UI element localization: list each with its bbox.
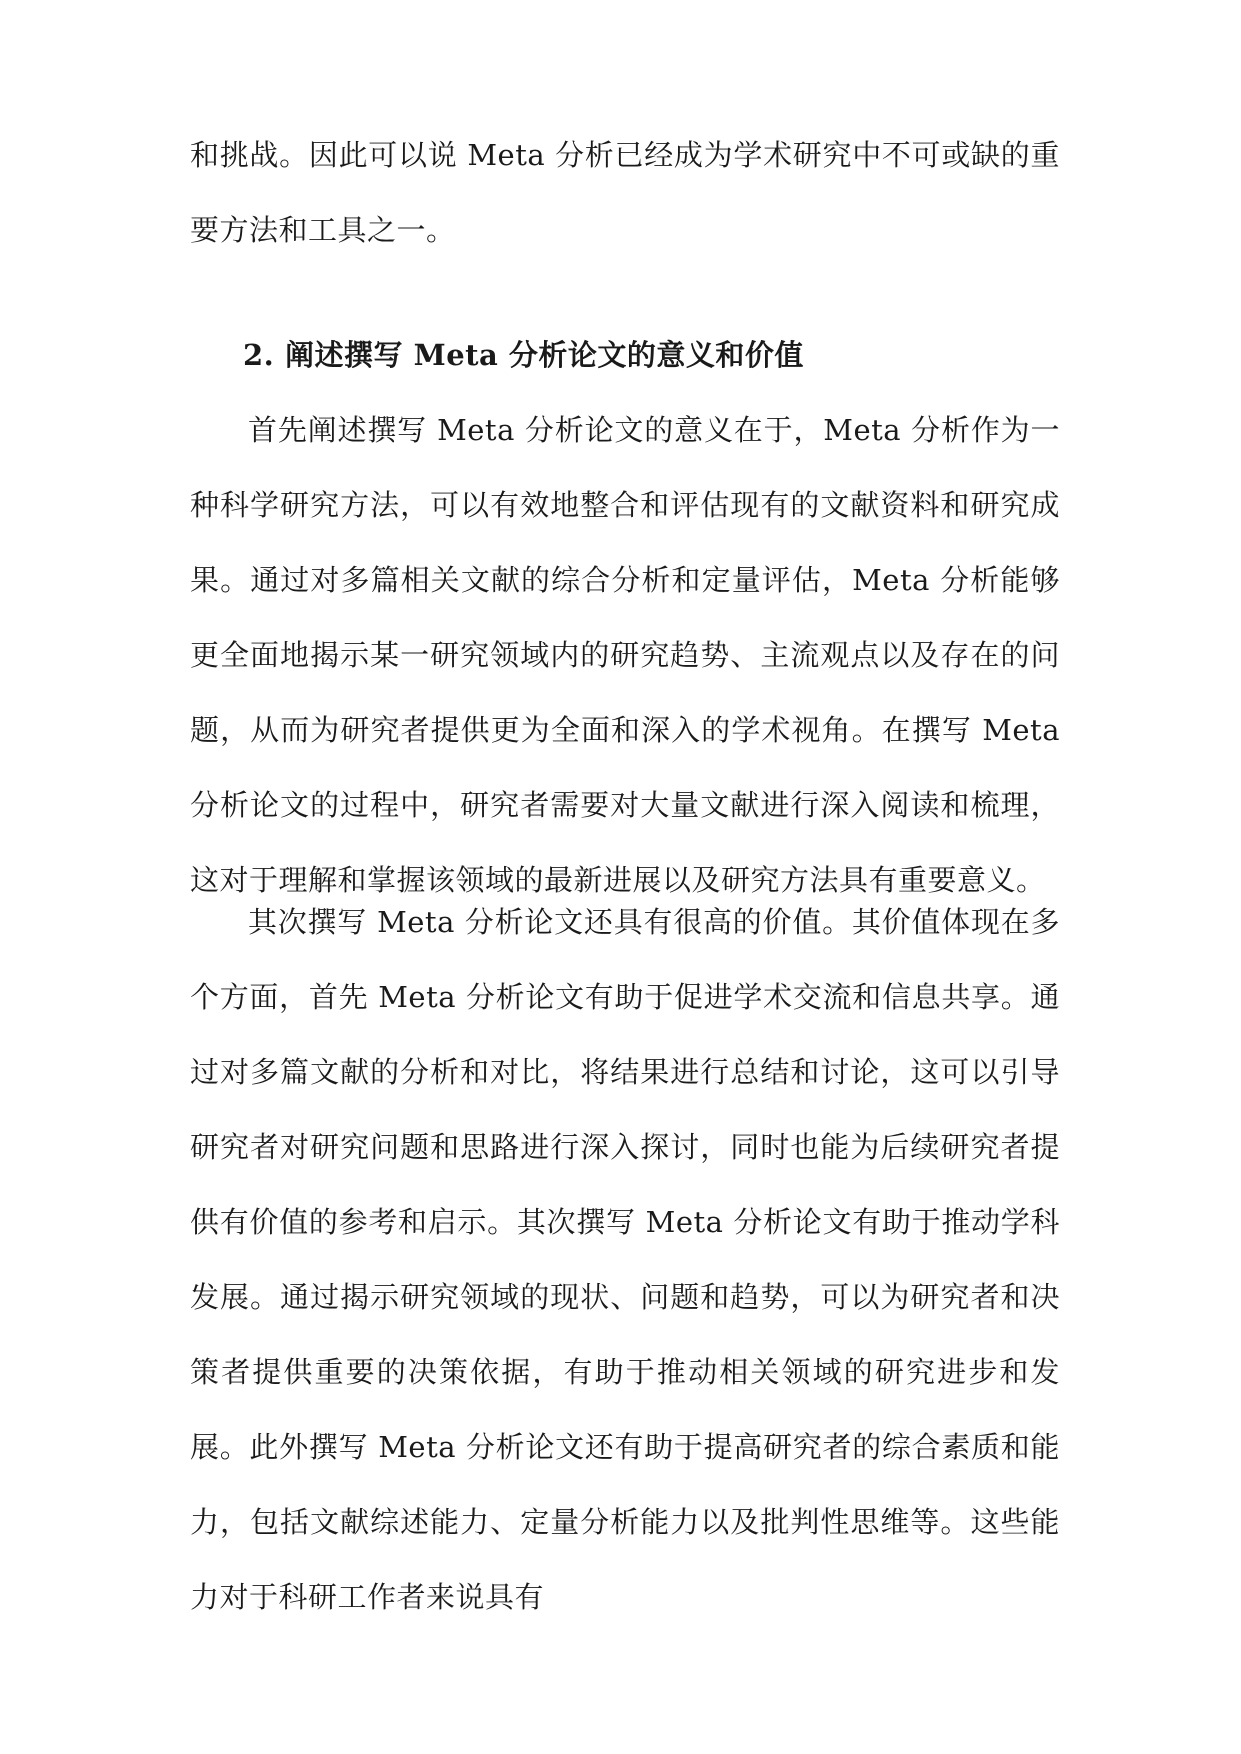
section-title: 阐述撰写 Meta 分析论文的意义和价值: [285, 338, 804, 372]
continuation-paragraph: 和挑战。因此可以说 Meta 分析已经成为学术研究中不可或缺的重要方法和工具之一。: [190, 138, 1060, 247]
body-paragraph: 其次撰写 Meta 分析论文还具有很高的价值。其价值体现在多个方面，首先 Meta 分析论文有助于促进学术交流和信息共享。通过对多篇文献的分析和对比，将结果进行总结和讨论，这可以引导研究者对研究问题和思路进行深入探讨，同时也能为后续研究者提供有价值的参考和启示。其次撰写 Meta 分析论文有助于推动学科发展。通过揭示研究领域的现状、问题和趋势，可以为研究者和决策者提供重要的决策依据，有助于推动相关领域的研究进步和发展。此外撰写 Meta 分析论文还有助于提高研究者的综合素质和能力，包括文献综述能力、定量分析能力以及批判性思维等。这些能力对于科研工作者来说具有: [190, 905, 1060, 1614]
section-heading: [243, 318, 1043, 393]
section-number: 2.: [243, 338, 275, 372]
body-block-1: [190, 393, 1060, 918]
body-paragraph: 首先阐述撰写 Meta 分析论文的意义在于，Meta 分析作为一种科学研究方法，可以有效地整合和评估现有的文献资料和研究成果。通过对多篇相关文献的综合分析和定量评估，Meta 分析能够更全面地揭示某一研究领域内的研究趋势、主流观点以及存在的问题，从而为研究者提供更为全面和深入的学术视角。在撰写 Meta 分析论文的过程中，研究者需要对大量文献进行深入阅读和梳理，这对于理解和掌握该领域的最新进展以及研究方法具有重要意义。: [190, 413, 1060, 897]
body-block-2: [190, 885, 1060, 1635]
continuation-block: [190, 118, 1060, 268]
